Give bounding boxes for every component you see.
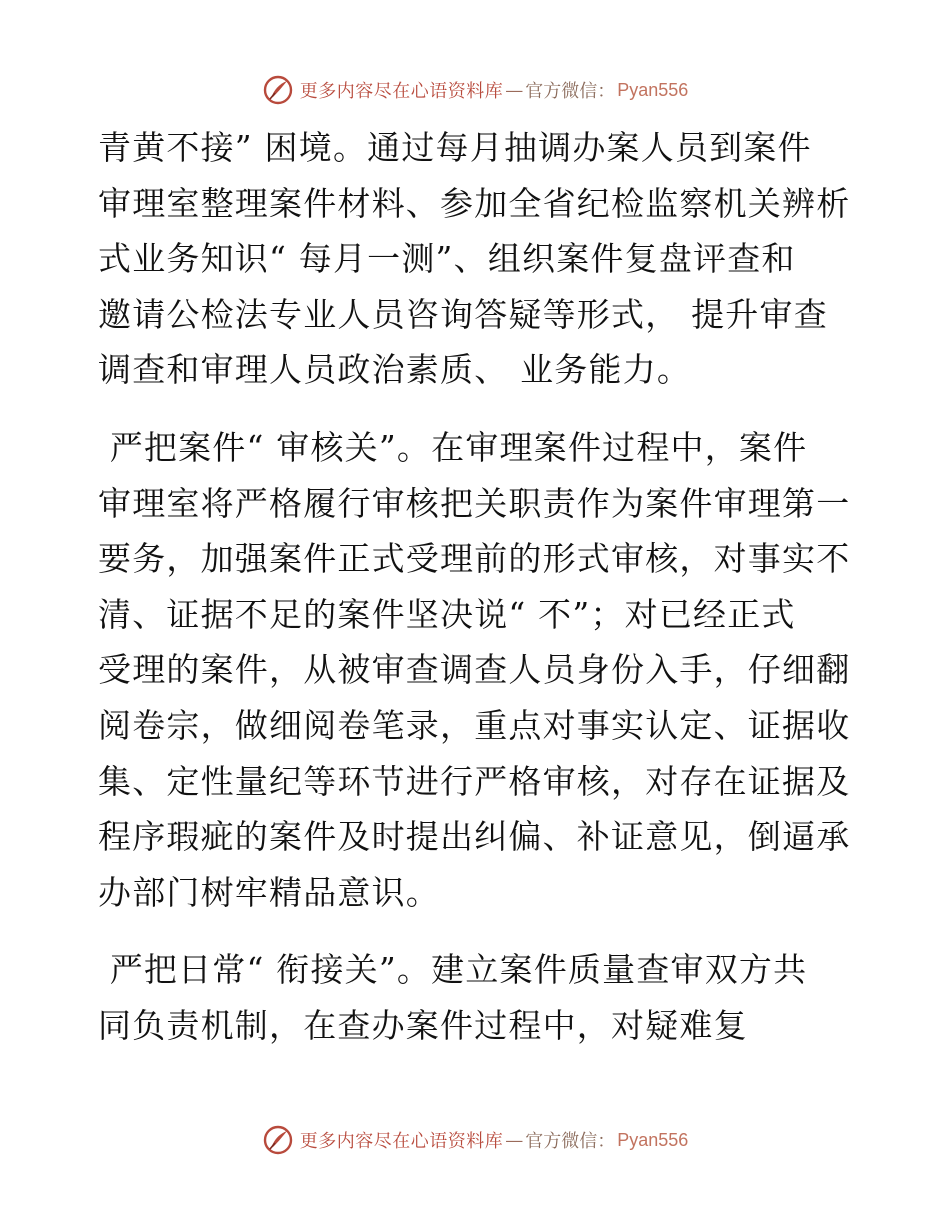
text-line: 邀请公检法专业人员咨询答疑等形式， 提升审查	[98, 294, 828, 334]
paragraph	[98, 942, 858, 1053]
feather-pen-circle-icon	[262, 74, 294, 106]
text-line: 严把案件“ 审核关”。在审理案件过程中，案件	[98, 427, 808, 467]
text-line: 严把日常“ 衔接关”。建立案件质量查审双方共	[98, 950, 808, 990]
banner-slogan: 更多内容尽在心语资料库	[299, 81, 504, 102]
text-line: 程序瑕疵的案件及时提出纠偏、补证意见，倒逼承	[98, 817, 851, 857]
text-line: 同负责机制，在查办案件过程中，对疑难复	[98, 1005, 748, 1045]
text-line: 调查和审理人员政治素质、 业务能力。	[98, 350, 692, 390]
text-line: 要务，加强案件正式受理前的形式审核，对事实不	[98, 539, 851, 579]
text-line: 式业务知识“ 每月一测”、组织案件复盘评查和	[98, 239, 796, 279]
text-line: 阅卷宗，做细阅卷笔录，重点对事实认定、证据收	[98, 705, 851, 745]
banner-wechat-label: 官方微信：	[525, 1131, 616, 1152]
header-banner	[0, 70, 950, 110]
banner-wechat-label: 官方微信：	[525, 81, 616, 102]
document-body	[98, 120, 858, 1054]
feather-pen-circle-icon	[262, 1124, 294, 1156]
text-line: 审理室整理案件材料、参加全省纪检监察机关辨析	[98, 183, 851, 223]
text-line: 青黄不接” 困境。通过每月抽调办案人员到案件	[98, 128, 812, 167]
paragraph	[98, 120, 858, 398]
banner-wechat-id: Pyan556	[617, 79, 689, 100]
banner-separator: —	[505, 79, 524, 101]
paragraph	[98, 420, 858, 920]
banner-slogan: 更多内容尽在心语资料库	[299, 1131, 504, 1152]
text-line: 审理室将严格履行审核把关职责作为案件审理第一	[98, 483, 851, 523]
text-line: 办部门树牢精品意识。	[98, 872, 440, 912]
banner-separator: —	[505, 1129, 524, 1151]
text-line: 集、定性量纪等环节进行严格审核，对存在证据及	[98, 761, 851, 801]
footer-banner	[0, 1120, 950, 1160]
text-line: 清、证据不足的案件坚决说“ 不”；对已经正式	[98, 594, 796, 634]
banner-wechat-id: Pyan556	[617, 1129, 689, 1150]
text-line: 受理的案件，从被审查调查人员身份入手，仔细翻	[98, 650, 851, 690]
